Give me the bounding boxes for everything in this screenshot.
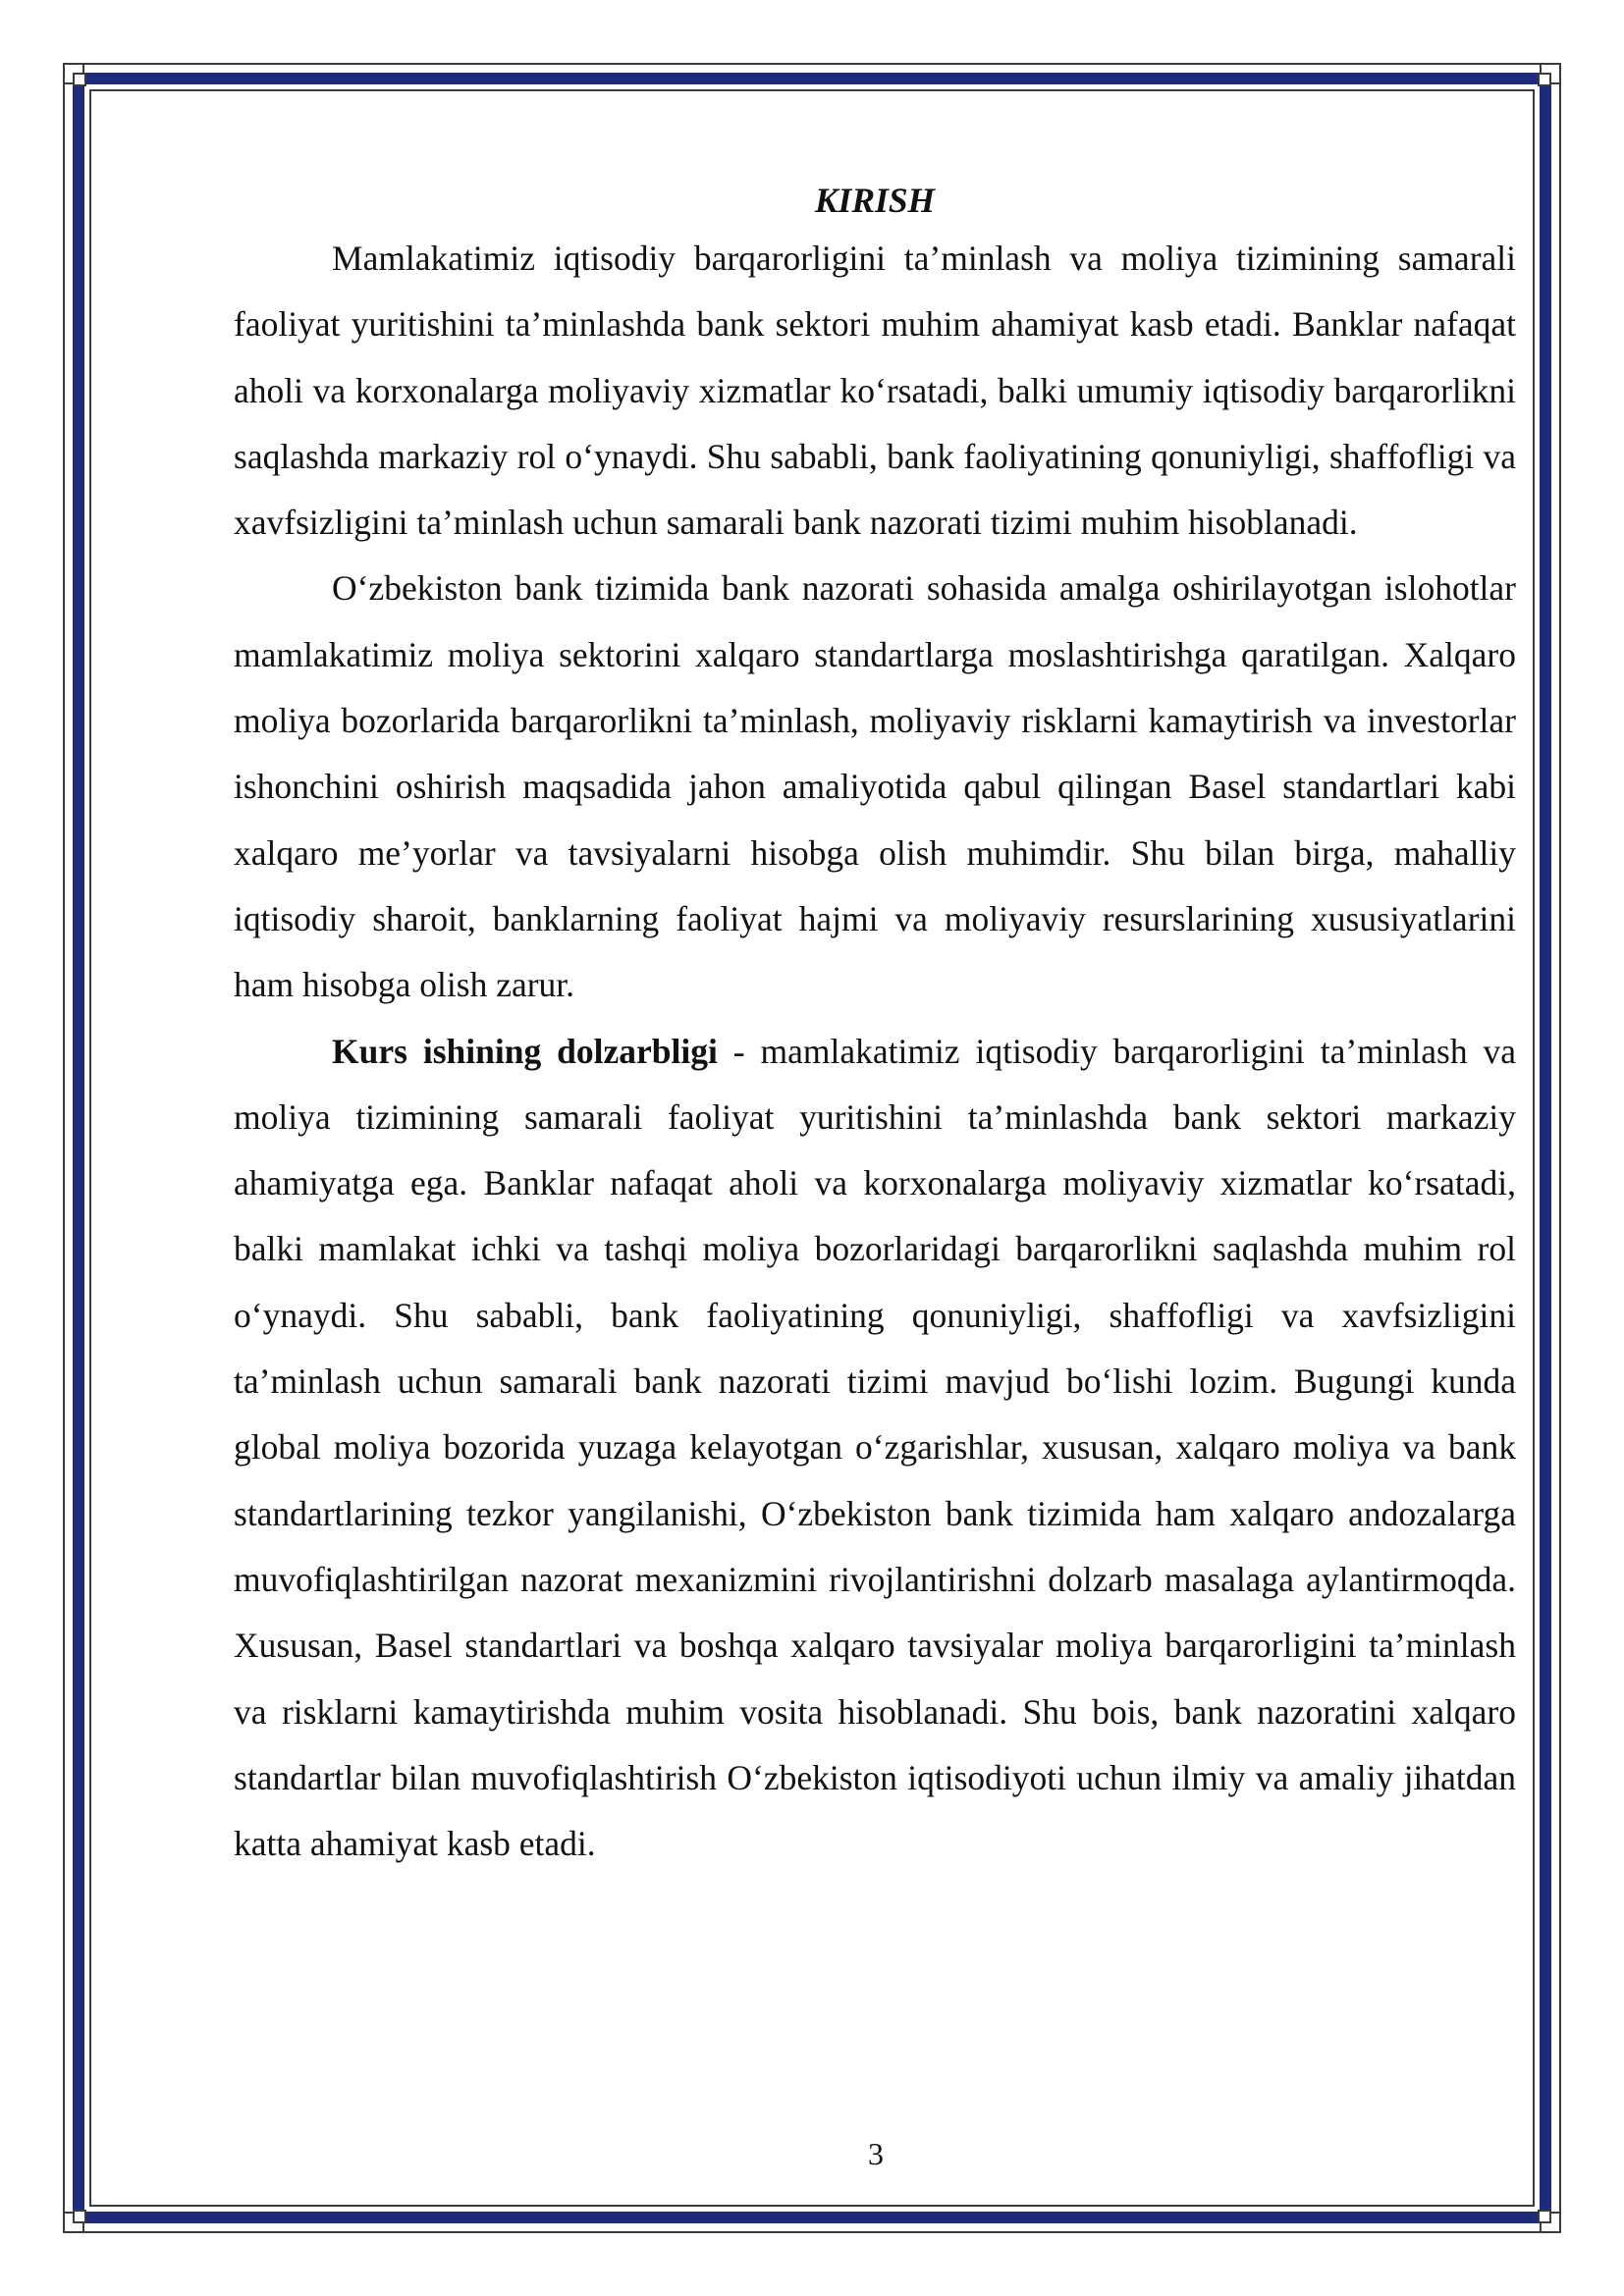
paragraph-lead: Kurs ishining dolzarbligi — [332, 1031, 718, 1071]
paragraph-text: Mamlakatimiz iqtisodiy barqarorligini ta’minlash va moliya tizimining samarali faoliyat yuritishini ta’minlashda bank sektori muhim ahamiyat kasb etadi. Banklar nafaqat aholi va korxonalarga moliyaviy xizmatlar ko‘rsatadi, balki umumiy iqtisodiy barqarorlikni saqlashda markaziy rol o‘ynaydi. Shu sababli, bank faoliyatining qonuniyligi, shaffofligi va xavfsizligini ta’minlash uchun samarali bank nazorati tizimi muhim hisoblanadi. — [234, 239, 1516, 543]
page-number: 3 — [868, 2136, 884, 2171]
paragraph-text: - mamlakatimiz iqtisodiy barqarorligini ta’minlash va moliya tizimining samarali faoliyat yuritishini ta’minlashda bank sektori markaziy ahamiyatga ega. Banklar nafaqat aholi va korxonalarga moliyaviy xizmatlar ko‘rsatadi, balki mamlakat ichki va tashqi moliya bozorlaridagi barqarorlikni saqlashda muhim rol o‘ynaydi. Shu sababli, bank faoliyatining qonuniyligi, shaffofligi va xavfsizligini ta’minlash uchun samarali bank nazorati tizimi mavjud bo‘lishi lozim. Bugungi kunda global moliya bozorida yuzaga kelayotgan o‘zgarishlar, xususan, xalqaro moliya va bank standartlarining tezkor yangilanishi, O‘zbekiston bank tizimida ham xalqaro andozalarga muvofiqlashtirilgan nazorat mexanizmini rivojlantirishni dolzarb masalaga aylantirmoqda. Xususan, Basel standartlari va boshqa xalqaro tavsiyalar moliya barqarorligini ta’minlash va risklarni kamaytirishda muhim vosita hisoblanadi. Shu bois, bank nazoratini xalqaro standartlar bilan muvofiqlashtirish O‘zbekiston iqtisodiyoti uchun ilmiy va amaliy jihatdan katta ahamiyat kasb etadi. — [234, 1031, 1517, 1864]
border-corner-ornament — [63, 63, 96, 96]
paragraph-text: O‘zbekiston bank tizimida bank nazorati sohasida amalga oshirilayotgan islohotlar mamlakatimiz moliya sektorini xalqaro standartlarga moslashtirishga qaratilgan. Xalqaro moliya bozorlarida barqarorlikni ta’minlash, moliyaviy risklarni kamaytirish va investorlar ishonchini oshirish maqsadida jahon amaliyotida qabul qilingan Basel standartlari kabi xalqaro me’yorlar va tavsiyalarni hisobga olish muhimdir. Shu bilan birga, mahalliy iqtisodiy sharoit, banklarning faoliyat hajmi va moliyaviy resurslarining xususiyatlarini ham hisobga olish zarur. — [234, 568, 1516, 1005]
border-corner-ornament — [63, 2200, 96, 2233]
paragraph — [234, 1019, 1516, 1878]
document-body — [234, 173, 1516, 1877]
section-title: KIRISH — [814, 181, 936, 220]
border-corner-ornament — [1528, 63, 1561, 96]
border-corner-ornament — [1528, 2200, 1561, 2233]
paragraph — [234, 556, 1516, 1018]
paragraph — [234, 226, 1516, 556]
